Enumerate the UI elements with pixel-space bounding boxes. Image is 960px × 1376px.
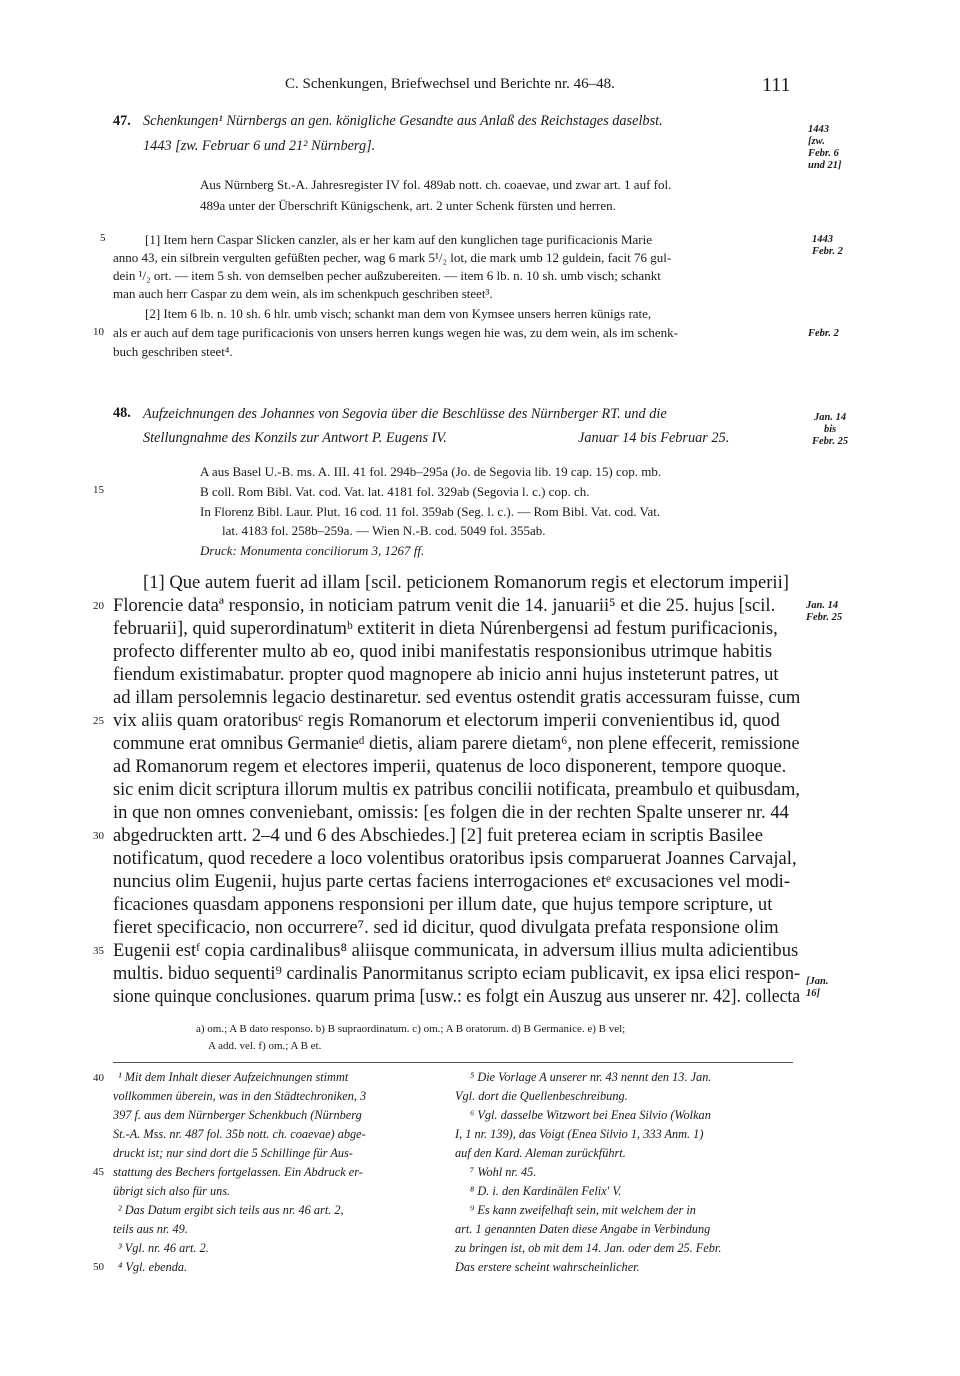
text-line: nuncius olim Eugenii, hujus parte certas faciens interrogaciones etᵉ excusaciones vel modi- (113, 871, 791, 892)
doc-47-title-line-2: 1443 [zw. Februar 6 und 21² Nürnberg]. (143, 138, 376, 154)
text-line: [2] Item 6 lb. n. 10 sh. 6 hlr. umb visch; schankt man dem von Kymsee unsers herren künigs rate, (145, 306, 652, 321)
text-line: fiendum existimabatur. propter quod magnopere ab inicio anni hujus insteterunt patres, ut (113, 664, 779, 685)
doc-47-title-line-1: Schenkungen¹ Nürnbergs an gen. königliche Gesandte aus Anlaß des Reichstages daselbst. (143, 113, 663, 129)
doc-48-title-line-1: Aufzeichnungen des Johannes von Segovia über die Beschlüsse des Nürnberger RT. und die (143, 406, 667, 422)
line-number: 10 (93, 326, 104, 338)
text-line: buch geschriben steet⁴. (113, 344, 233, 359)
doc-47-para-2-margin: Febr. 2 (808, 328, 839, 339)
doc-48-date-range: Januar 14 bis Februar 25. (578, 430, 730, 446)
line-number: 35 (93, 945, 104, 957)
footnote-line: stattung des Bechers fortgelassen. Ein Abdruck er- (113, 1165, 363, 1179)
text-line: februarii], quid superordinatumᵇ extiterit in dieta Núrenbergensi ad festum purificacionis, (113, 618, 778, 639)
line-number: 25 (93, 715, 104, 727)
footnote-line: vollkommen überein, was in den Städtechroniken, 3 (113, 1089, 367, 1103)
footnote-line: ⁴ Vgl. ebenda. (118, 1260, 188, 1274)
text-line: ad Romanorum regem et electores imperii, quatenus de loco disponerent, tempore quoque. (113, 756, 787, 777)
source-line: B coll. Rom Bibl. Vat. cod. Vat. lat. 4181 fol. 329ab (Segovia l. c.) cop. ch. (200, 484, 590, 499)
doc-48-number: 48. (113, 405, 131, 421)
footnote-line: zu bringen ist, ob mit dem 14. Jan. oder dem 25. Febr. (455, 1241, 722, 1255)
line-number: 50 (93, 1261, 104, 1273)
variant-line: A add. vel. f) om.; A B et. (208, 1040, 322, 1052)
doc-48-body-margin-2: [Jan. 16] (806, 976, 829, 999)
footnote-line: übrigt sich also für uns. (113, 1184, 231, 1198)
footnote-line: ⁷ Wohl nr. 45. (470, 1165, 537, 1179)
footnote-line: I, 1 nr. 139), das Voigt (Enea Silvio 1, 333 Anm. 1) (455, 1127, 704, 1141)
source-line: lat. 4183 fol. 258b–259a. — Wien N.-B. cod. 5049 fol. 355ab. (222, 523, 546, 538)
line-number: 40 (93, 1072, 104, 1084)
doc-47-source-line-2: 489a unter der Überschrift Künigschenk, art. 2 unter Schenk fürsten und herren. (200, 198, 616, 213)
footnote-line: druckt ist; nur sind dort die 5 Schillinge für Aus- (113, 1146, 353, 1160)
text-line: fieret specificacio, non occurrere⁷. sed id dicitur, quod divulgata prefata responsione olim (113, 917, 779, 938)
text-line: sic enim dicit scriptura illorum multis ex patribus concilii notificata, preambulo et quibusdam, (113, 779, 800, 800)
doc-47-para-1-margin: 1443 Febr. 2 (812, 234, 843, 257)
doc-48-title-line-2: Stellungnahme des Konzils zur Antwort P. Eugens IV. (143, 430, 447, 446)
footnote-line: teils aus nr. 49. (113, 1222, 188, 1236)
text-line: abgedruckten artt. 2–4 und 6 des Abschiedes.] [2] fuit preterea eciam in scriptis Basilee (113, 825, 764, 846)
text-line: als er auch auf dem tage purificacionis von unsers herren kungs wegen hie was, zu dem wein, als im schenk- (113, 325, 678, 340)
text-line: multis. biduo sequenti⁹ cardinalis Panormitanus scripto eciam publicavit, ex ipsa elici respon- (113, 963, 801, 984)
footnote-line: St.-A. Mss. nr. 487 fol. 35b nott. ch. coaevae) abge- (113, 1127, 366, 1141)
footnote-line: ¹ Mit dem Inhalt dieser Aufzeichnungen stimmt (118, 1070, 349, 1084)
variant-line: a) om.; A B dato responso. b) B supraordinatum. c) om.; A B oratorum. d) B Germanice. e) B vel; (196, 1023, 626, 1035)
source-line: A aus Basel U.-B. ms. A. III. 41 fol. 294b–295a (Jo. de Segovia lib. 19 cap. 15) cop. mb. (200, 464, 662, 479)
text-line: Eugenii estᶠ copia cardinalibus⁸ aliisque communicata, in adversum illius multa adicientibus (113, 940, 799, 961)
running-title: C. Schenkungen, Briefwechsel und Berichte nr. 46–48. (285, 76, 615, 92)
footnote-line: ⁶ Vgl. dasselbe Witzwort bei Enea Silvio (Wolkan (470, 1108, 711, 1122)
text-line: [1] Que autem fuerit ad illam [scil. peticionem Romanorum regis et electorum imperii] (143, 572, 789, 593)
text-line: anno 43, ein silbrein vergulten gefüßten pecher, wag 6 mark 5¹/₂ lot, die mark umb 12 guldein, facit 76 gul- (113, 250, 672, 265)
text-line: ad illam persolemnis legacio destinaretur. sed eventus ostendit gratis accessuram fuisse, cum (113, 687, 801, 708)
footnote-line: Das erstere scheint wahrscheinlicher. (455, 1260, 640, 1274)
text-line: sione quinque conclusiones. quarum prima [usw.: es folgt ein Auszug aus unserer nr. 42]. collecta (113, 986, 801, 1007)
line-number: 5 (100, 232, 106, 244)
page-number: 111 (762, 74, 791, 96)
footnote-line: 397 f. aus dem Nürnberger Schenkbuch (Nürnberg (113, 1108, 362, 1122)
footnote-line: ⁵ Die Vorlage A unserer nr. 43 nennt den 13. Jan. (470, 1070, 712, 1084)
source-line: Druck: Monumenta conciliorum 3, 1267 ff. (200, 543, 425, 558)
text-line: notificatum, quod recedere a loco volentibus oratoribus ipsis comparuerat Joannes Carvajal, (113, 848, 797, 869)
doc-47-source-line-1: Aus Nürnberg St.-A. Jahresregister IV fol. 489ab nott. ch. coaevae, und zwar art. 1 auf fol. (200, 177, 672, 192)
line-number: 45 (93, 1166, 104, 1178)
doc-47-number: 47. (113, 113, 131, 129)
text-line: ficaciones quasdam apponens responsioni per illum date, que hujus tempore scripture, ut (113, 894, 773, 915)
source-line: In Florenz Bibl. Laur. Plut. 16 cod. 11 fol. 359ab (Seg. l. c.). — Rom Bibl. Vat. cod. Vat. (200, 504, 661, 519)
doc-47-margin-date: 1443 [zw. Febr. 6 und 21] (808, 124, 842, 171)
doc-48-body-margin-1: Jan. 14 Febr. 25 (806, 600, 843, 623)
line-number: 30 (93, 830, 104, 842)
footnote-rule (113, 1062, 793, 1063)
footnote-line: Vgl. dort die Quellenbeschreibung. (455, 1089, 628, 1103)
footnote-line: ³ Vgl. nr. 46 art. 2. (118, 1241, 209, 1255)
footnote-line: ⁸ D. i. den Kardinälen Felix' V. (470, 1184, 622, 1198)
text-line: commune erat omnibus Germanieᵈ dietis, aliam parere dietam⁶, non plene effecerit, remissione (113, 733, 800, 754)
line-number: 15 (93, 484, 104, 496)
footnote-line: art. 1 genannten Daten diese Angabe in Verbindung (455, 1222, 711, 1236)
text-line: man auch herr Caspar zu dem wein, als im schenkpuch geschriben steet³. (113, 286, 493, 301)
footnote-line: ⁹ Es kann zweifelhaft sein, mit welchem der in (470, 1203, 696, 1217)
text-line: in que non omnes conveniebant, omissis: [es folgen die in der rechten Spalte unserer nr. 44 (113, 802, 789, 823)
footnote-line: ² Das Datum ergibt sich teils aus nr. 46 art. 2, (118, 1203, 344, 1217)
line-number: 20 (93, 600, 104, 612)
text-line: vix aliis quam oratoribusᶜ regis Romanorum et electorum imperii convenientibus id, quod (113, 710, 780, 731)
text-line: profecto differenter multo ab eo, quod inibi manifestatis responsionibus utrimque habitis (113, 641, 773, 662)
text-line: dein ¹/₂ ort. — item 5 sh. von demselben pecher außzubereiten. — item 6 lb. n. 10 sh. umb visch; schankt (113, 268, 661, 283)
text-line: [1] Item hern Caspar Slicken canzler, als er her kam auf den kunglichen tage purificacionis Marie (145, 232, 652, 247)
footnote-line: auf den Kard. Aleman zurückführt. (455, 1146, 626, 1160)
text-line: Florencie dataª responsio, in noticiam patrum venit die 14. januarii⁵ et die 25. hujus [scil. (113, 595, 776, 616)
doc-48-margin-date: Jan. 14 bis Febr. 25 (812, 412, 849, 447)
